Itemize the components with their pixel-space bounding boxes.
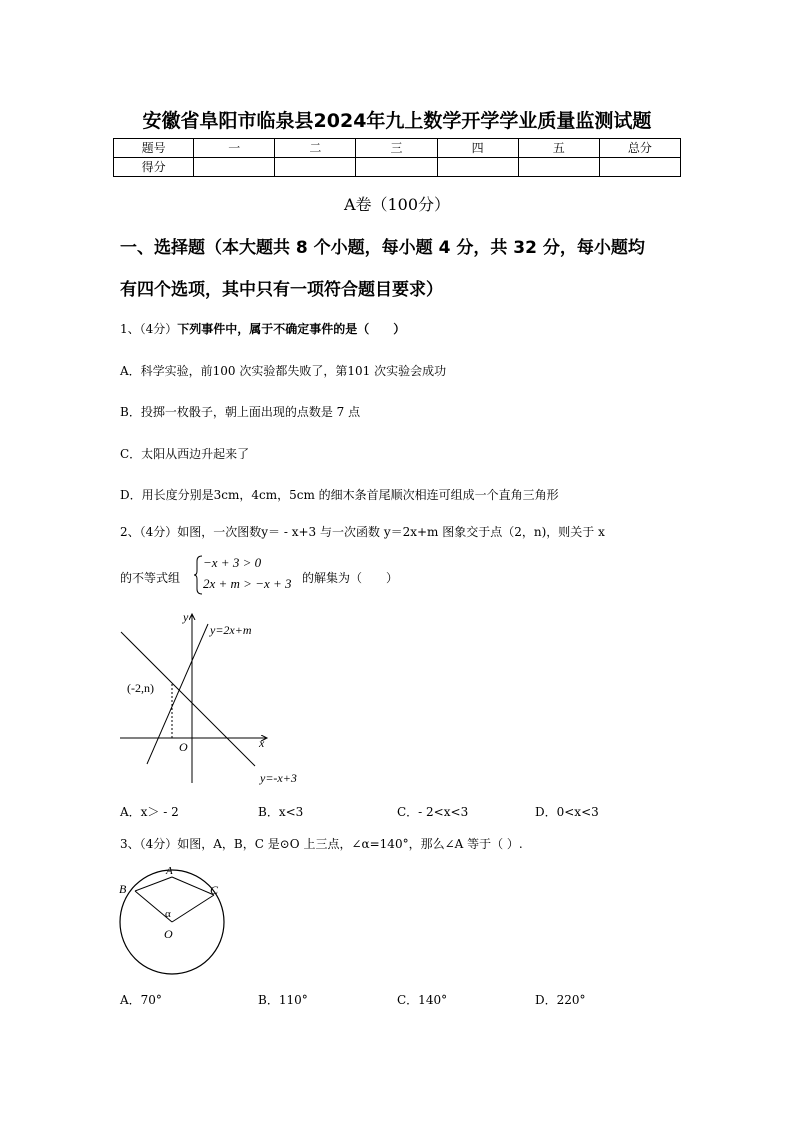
table-cell: 题号	[114, 139, 194, 158]
q1-stem-text: 下列事件中，属于不确定事件的是（ ）	[177, 322, 406, 336]
q2-option-b: B．x<3	[258, 805, 304, 819]
q2-stem-line1: 2、（4分）如图，一次图数y＝ - x+3 与一次函数 y＝2x+m 图象交于点（2，n)，则关于 x	[120, 525, 605, 539]
q1-option-c: C．太阳从西边升起来了	[120, 447, 250, 461]
label-line-neg-x-plus-3: y=-x+3	[260, 771, 297, 785]
q2-inequality-system	[194, 555, 302, 595]
page-title: 安徽省阜阳市临泉县2024年九上数学开学学业质量监测试题	[142, 110, 652, 132]
table-cell	[437, 158, 518, 177]
q1-prefix: 1、（4分）	[120, 322, 178, 336]
line-neg-x-plus-3	[121, 632, 255, 766]
q2-stem-suffix: 的解集为（ ）	[302, 571, 399, 585]
table-cell: 一	[194, 139, 275, 158]
section1-heading-line2: 有四个选项，其中只有一项符合题目要求）	[120, 280, 443, 300]
q3-stem: 3、（4分）如图，A，B，C 是⊙O 上三点，∠α=140°，那么∠A 等于（ ）.	[120, 837, 523, 851]
q3-circle-figure	[113, 860, 233, 980]
table-cell: 二	[275, 139, 356, 158]
q1-option-b: B．投掷一枚骰子，朝上面出现的点数是 7 点	[120, 405, 361, 419]
q2-stem-prefix: 的不等式组	[120, 571, 181, 585]
label-o: O	[164, 927, 173, 941]
table-cell: 四	[437, 139, 518, 158]
score-table	[113, 138, 681, 177]
system-line-2: 2x + m > −x + 3	[203, 576, 292, 591]
system-line-1: −x + 3 > 0	[203, 555, 262, 570]
label-a: A	[166, 865, 173, 877]
q1-option-d: D．用长度分别是3cm，4cm，5cm 的细木条首尾顺次相连可组成一个直角三角形	[120, 488, 559, 502]
section1-heading-line1: 一、选择题（本大题共 8 个小题，每小题 4 分，共 32 分，每小题均	[120, 238, 645, 258]
radius-oc	[172, 895, 214, 922]
q1-option-a: A．科学实验，前100 次实验都失败了，第101 次实验会成功	[120, 364, 447, 378]
q3-option-b: B．110°	[258, 993, 308, 1007]
label-origin: O	[179, 740, 188, 754]
section-a-heading: A卷（100分）	[343, 195, 451, 214]
table-cell: 得分	[114, 158, 194, 177]
table-cell	[518, 158, 599, 177]
table-cell: 五	[518, 139, 599, 158]
table-cell	[275, 158, 356, 177]
q3-option-d: D．220°	[535, 993, 586, 1007]
label-alpha: α	[165, 908, 171, 920]
chord-ac	[172, 877, 214, 895]
q2-option-c: C．- 2<x<3	[397, 805, 469, 819]
table-cell	[194, 158, 275, 177]
label-point: (-2,n)	[127, 681, 154, 695]
label-line-2x-plus-m: y=2x+m	[210, 623, 252, 637]
q1-stem	[120, 320, 405, 337]
table-cell	[356, 158, 437, 177]
score-table-score-row	[114, 158, 681, 177]
q3-option-a: A．70°	[120, 993, 162, 1007]
label-x: x	[259, 736, 265, 750]
line-2x-plus-m	[147, 624, 208, 764]
table-cell	[599, 158, 680, 177]
q2-option-a: A．x＞ - 2	[120, 805, 179, 819]
label-y: y	[183, 610, 189, 624]
score-table-header-row	[114, 139, 681, 158]
q2-option-d: D．0<x<3	[535, 805, 599, 819]
label-b: B	[119, 882, 127, 896]
table-cell: 三	[356, 139, 437, 158]
chord-ba	[135, 877, 172, 891]
table-cell: 总分	[599, 139, 680, 158]
label-c: C	[210, 883, 219, 897]
q3-option-c: C．140°	[397, 993, 448, 1007]
q2-graph-figure	[115, 608, 297, 788]
